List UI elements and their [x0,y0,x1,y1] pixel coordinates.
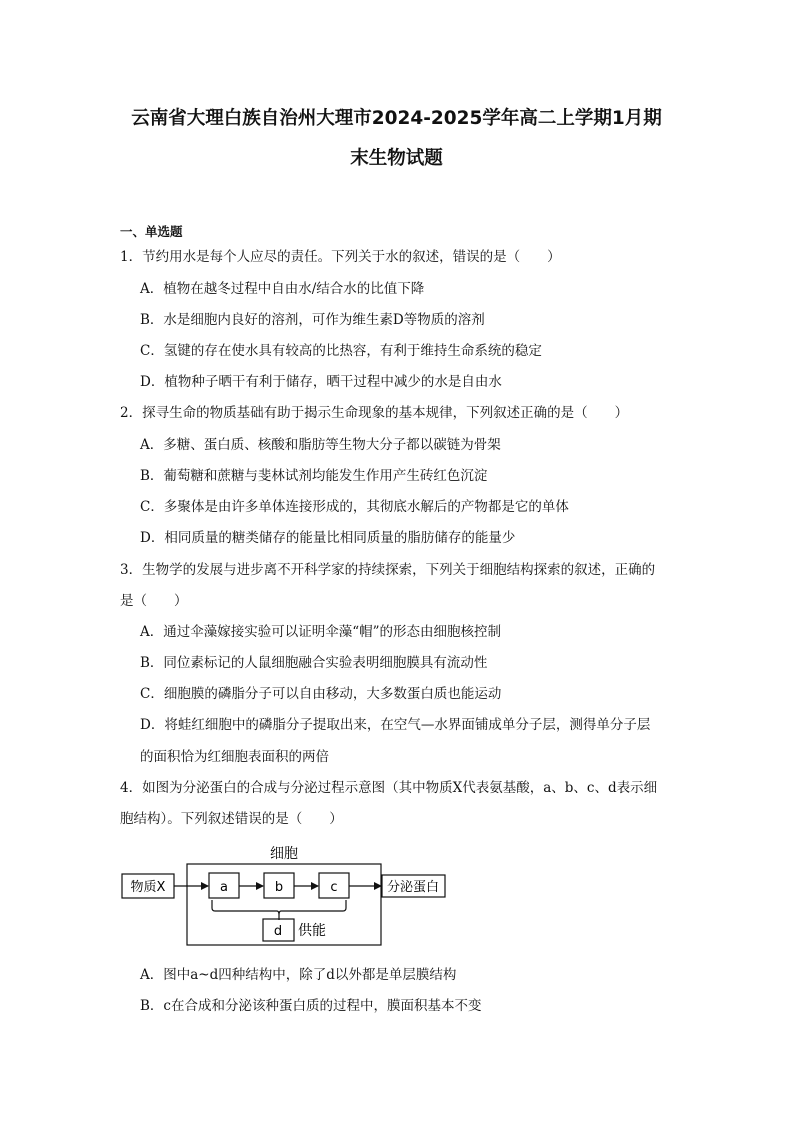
secretory-protein-diagram [120,842,460,950]
structure-a-label: a [220,880,228,895]
q3-stem-line-2: 是（ ） [120,593,188,609]
document-title-line-1: 云南省大理白族自治州大理市2024-2025学年高二上学期1月期 [131,108,662,129]
q1-option-c: C．氢键的存在使水具有较高的比热容，有利于维持生命系统的稳定 [140,343,542,359]
structure-b-label: b [274,880,284,895]
section-heading: 一、单选题 [120,224,183,239]
document-title-line-2: 末生物试题 [350,148,443,169]
cell-label: 细胞 [270,846,298,862]
q3-option-d-line-1: D．将蛙红细胞中的磷脂分子提取出来，在空气—水界面铺成单分子层，测得单分子层 [140,717,651,733]
q4-option-b: B．c在合成和分泌该种蛋白质的过程中，膜面积基本不变 [140,998,482,1014]
q1-option-a: A．植物在越冬过程中自由水/结合水的比值下降 [140,281,425,297]
q3-option-a: A．通过伞藻嫁接实验可以证明伞藻“帽”的形态由细胞核控制 [140,624,502,640]
q1-option-b: B．水是细胞内良好的溶剂，可作为维生素D等物质的溶剂 [140,312,485,328]
q4-option-a: A．图中a~d四种结构中，除了d以外都是单层膜结构 [140,967,457,983]
q2-option-d: D．相同质量的糖类储存的能量比相同质量的脂肪储存的能量少 [140,530,516,546]
q2-stem: 2．探寻生命的物质基础有助于揭示生命现象的基本规律，下列叙述正确的是（ ） [120,405,629,421]
q1-stem: 1．节约用水是每个人应尽的责任。下列关于水的叙述，错误的是（ ） [120,249,561,265]
q2-option-b: B．葡萄糖和蔗糖与斐林试剂均能发生作用产生砖红色沉淀 [140,468,488,484]
q3-option-c: C．细胞膜的磷脂分子可以自由移动，大多数蛋白质也能运动 [140,686,502,702]
q3-option-b: B．同位素标记的人鼠细胞融合实验表明细胞膜具有流动性 [140,655,488,671]
q3-stem-line-1: 3．生物学的发展与进步离不开科学家的持续探索，下列关于细胞结构探索的叙述，正确的 [120,562,656,578]
q4-stem-line-2: 胞结构）。下列叙述错误的是（ ） [120,811,343,827]
output-label: 分泌蛋白 [386,880,440,895]
cell-outline [187,864,381,945]
energy-brace [212,900,346,915]
q2-option-a: A．多糖、蛋白质、核酸和脂肪等生物大分子都以碳链为骨架 [140,437,501,453]
q4-stem-line-1: 4．如图为分泌蛋白的合成与分泌过程示意图（其中物质X代表氨基酸，a、b、c、d表示细 [120,780,658,796]
structure-d-label: d [273,924,283,939]
energy-label: 供能 [298,923,326,939]
structure-c-label: c [330,880,338,895]
q3-option-d-line-2: 的面积恰为红细胞表面积的两倍 [140,749,329,765]
q2-option-c: C．多聚体是由许多单体连接形成的，其彻底水解后的产物都是它的单体 [140,499,569,515]
input-label: 物质X [130,880,166,895]
q1-option-d: D．植物种子晒干有利于储存，晒干过程中减少的水是自由水 [140,374,502,390]
